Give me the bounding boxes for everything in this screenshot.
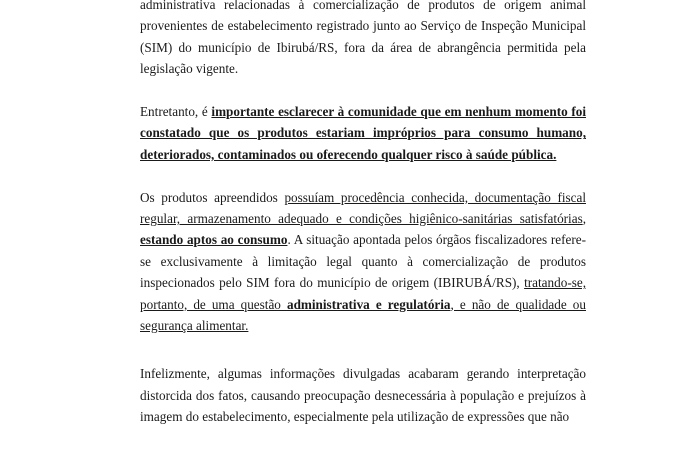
- paragraph-3-bold-2: administrativa e regulatória: [286, 296, 451, 312]
- paragraph-3: [140, 187, 586, 337]
- paragraph-2-lead: Entretanto, é: [140, 104, 212, 120]
- document-body: [140, 0, 586, 449]
- paragraph-3-bold-1: estando aptos ao consumo: [140, 232, 288, 248]
- paragraph-3-underline-3: , e não de qualidade ou segurança alimentar.: [140, 296, 586, 334]
- paragraph-2: [140, 101, 586, 165]
- paragraph-3-text-3: . A situação apontada pelos órgãos fiscalizadores refere-se exclusivamente à limitação legal quanto à comercialização de produtos inspecionados pelo SIM fora do município de origem (IBIRUBÁ/RS),: [140, 232, 587, 291]
- paragraph-4: [140, 363, 586, 427]
- paragraph-1-text: administrativa relacionadas à comercialização de produtos de origem animal provenientes de estabelecimento registrado junto ao Serviço de Inspeção Municipal (SIM) do município de Ibirubá/RS, fora da área de abrangência permitida pela legislação vigente.: [140, 0, 586, 77]
- paragraph-3-text-2: ,: [582, 211, 586, 227]
- paragraph-3-text-1: Os produtos apreendidos: [140, 189, 285, 205]
- paragraph-1: [140, 0, 586, 80]
- paragraph-4-text: Infelizmente, algumas informações divulgadas acabaram gerando interpretação distorcida dos fatos, causando preocupação desnecessária à população e prejuízos à imagem do estabelecimento, especialmente pela utilização de expressões que não: [140, 366, 586, 425]
- paragraph-2-emphasis: importante esclarecer à comunidade que em nenhum momento foi constatado que os produtos estariam impróprios para consumo humano, deteriorados, contaminados ou oferecendo qualquer risco à saúde pública.: [140, 104, 586, 162]
- paragraph-3-underline-2: tratando-se, portanto, de uma questão: [140, 275, 586, 312]
- paragraph-3-underline-1: possuíam procedência conhecida, documentação fiscal regular, armazenamento adequado e condições higiênico-sanitárias satisfatórias: [140, 189, 586, 227]
